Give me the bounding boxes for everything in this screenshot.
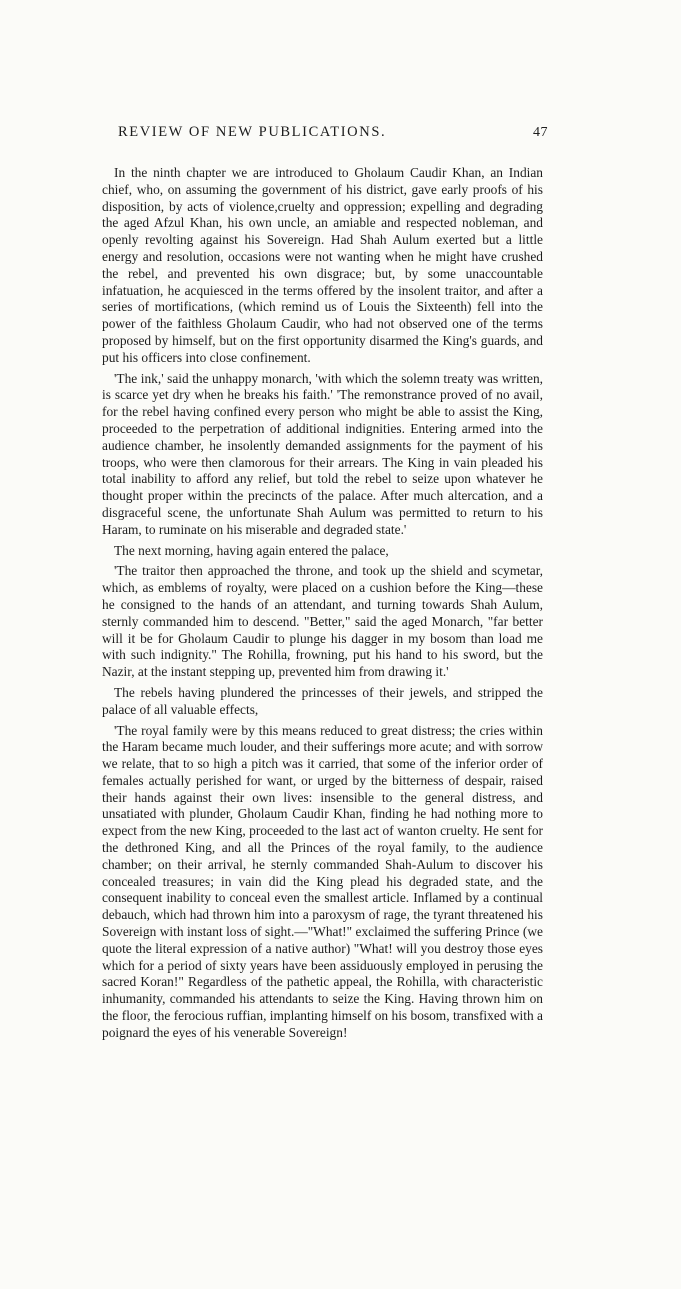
page-number: 47: [533, 125, 548, 140]
page-header: [100, 124, 548, 141]
paragraph-royal-family-quote: 'The royal family were by this means reduced to great distress; the cries within the Haram became much louder, and their sufferings more acute; and with sorrow we relate, that to so high a pitch was it carried, that some of the inferior order of females actually perished for want, or urged by the bitterness of despair, raised their hands against their own lives: insensible to the general distress, and unsatiated with plunder, Gholaum Caudir Khan, finding he had nothing more to expect from the new King, proceeded to the last act of wanton cruelty. He sent for the dethroned King, and all the Princes of the royal family, to the audience chamber; on their arrival, he sternly commanded Shah-Aulum to discover his concealed treasures; in vain did the King plead his degraded state, and the consequent inability to conceal even the smallest article. Inflamed by a continual debauch, which had thrown him into a paroxysm of rage, the tyrant threatened his Sovereign with instant loss of sight.—"What!" exclaimed the suffering Prince (we quote the literal expression of a native author) "What! will you destroy those eyes which for a period of sixty years have been assiduously employed in perusing the sacred Koran!" Regardless of the pathetic appeal, the Rohilla, with characteristic inhumanity, commanded his attendants to seize the King. Having thrown him on the floor, the ferocious ruffian, implanting himself on his bosom, transfixed with a poignard the eyes of his venerable Sovereign!: [102, 722, 543, 1040]
paragraph-next-morning: The next morning, having again entered the palace,: [114, 542, 389, 558]
body-text: [102, 165, 543, 1042]
running-head: REVIEW OF NEW PUBLICATIONS.: [118, 124, 387, 140]
paragraph-ink-quote: 'The ink,' said the unhappy monarch, 'with which the solemn treaty was written, is scarce yet dry when he breaks his faith.' 'The remonstrance proved of no avail, for the rebel having confined every person who might be able to assist the King, proceeded to the perpetration of additional indignities. Entering armed into the audience chamber, he insolently demanded assignments for the payment of his troops, who were then clamorous for their arrears. The King in vain pleaded his total inability to afford any relief, but told the rebel to seize upon whatever he thought proper within the precincts of the palace. After much altercation, and a disgraceful scene, the unfortunate Shah Aulum was permitted to return to his Haram, to ruminate on his miserable and degraded state.': [102, 370, 543, 537]
paragraph-throne-quote: 'The traitor then approached the throne, and took up the shield and scymetar, which, as emblems of royalty, were placed on a cushion before the King—these he consigned to the hands of an attendant, and turning towards Shah Aulum, sternly commanded him to descend. "Better," said the aged Monarch, "far better will it be for Gholaum Caudir to plunge his dagger in my bosom than load me with such indignity." The Rohilla, frowning, put his hand to his sword, but the Nazir, at the instant stepping up, prevented him from drawing it.': [102, 563, 543, 680]
paragraph-plunder: The rebels having plundered the princesses of their jewels, and stripped the palace of all valuable effects,: [102, 684, 543, 717]
paragraph-gholaum-intro: In the ninth chapter we are introduced to Gholaum Caudir Khan, an Indian chief, who, on assuming the government of his district, gave early proofs of his disposition, by acts of violence,cruelty and oppression; expelling and degrading the aged Afzul Khan, his own uncle, an amiable and respected nobleman, and openly revolting against his Sovereign. Had Shah Aulum exerted but a little energy and resolution, occasions were not wanting when he might have crushed the rebel, and prevented his own disgrace; but, by some unaccountable infatuation, he acquiesced in the terms offered by the insolent traitor, and after a series of mortifications, (which remind us of Louis the Sixteenth) fell into the power of the faithless Gholaum Caudir, who had not observed one of the terms proposed by himself, but on the first opportunity disarmed the King's guards, and put his officers into close confinement.: [102, 165, 543, 365]
